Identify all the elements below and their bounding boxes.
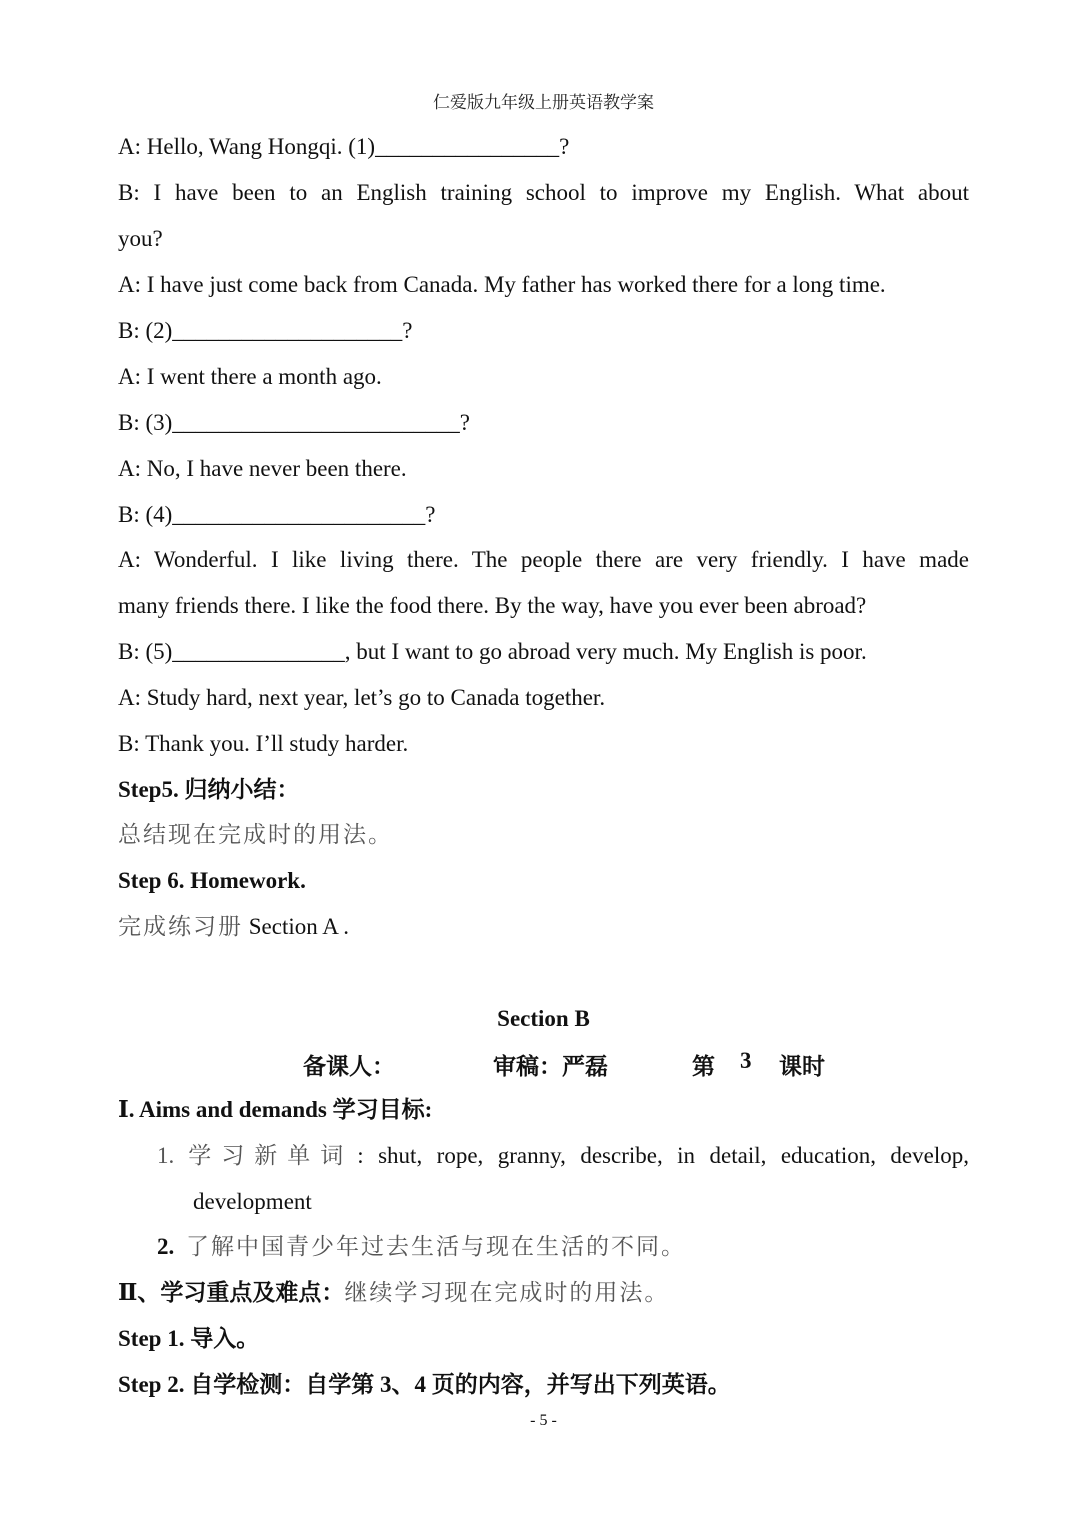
lesson-unit: 课时 xyxy=(779,1054,825,1079)
aims-heading-cn: 学习目标: xyxy=(332,1097,433,1122)
aims-item-2 xyxy=(157,1232,969,1262)
dialogue-line: B: (4)______________________? xyxy=(118,502,436,527)
preparer-label: 备课人： xyxy=(303,1054,395,1079)
aims-heading xyxy=(118,1095,969,1125)
step2-label: Step 2. xyxy=(118,1372,185,1397)
lesson-di: 第 xyxy=(692,1054,715,1079)
step6-heading: Step 6. Homework. xyxy=(118,868,306,893)
dialogue-line: A: Study hard, next year, let’s go to Canada together. xyxy=(118,685,606,710)
keypoints-heading: Ⅱ、学习重点及难点： xyxy=(118,1280,345,1305)
dialogue-line: B: (2)____________________? xyxy=(118,318,413,343)
aims-heading-en: Aims and demands xyxy=(139,1097,327,1122)
step6-text-cn: 完成练习册 xyxy=(118,914,243,939)
page-header: 仁爱版九年级上册英语教学案 xyxy=(433,93,654,112)
dialogue-line: A: Wonderful. I like living there. The people there are very friendly. I have made xyxy=(118,547,969,572)
step1-label: Step 1. xyxy=(118,1326,185,1351)
aims-item-1-label: 学习新单词 xyxy=(188,1143,354,1168)
dialogue-line: B: (3)_________________________? xyxy=(118,410,471,435)
dialogue-line: B: (5)_______________, but I want to go abroad very much. My English is poor. xyxy=(118,639,867,664)
dialogue-line: B: Thank you. I’ll study harder. xyxy=(118,731,409,756)
keypoints-line xyxy=(118,1278,969,1308)
dialogue-line: B: I have been to an English training school to improve my English. What about xyxy=(118,180,969,205)
dialogue-line: you? xyxy=(118,226,163,251)
step2-line xyxy=(118,1370,969,1400)
step5-title: 归纳小结： xyxy=(184,777,300,802)
aims-item-2-num: 2. xyxy=(157,1234,175,1259)
aims-item-1-words: : shut, rope, granny, describe, in detail, education, develop, xyxy=(357,1143,969,1168)
step1-line xyxy=(118,1324,969,1354)
step6-text xyxy=(118,912,969,942)
reviewer-label: 审稿：严磊 xyxy=(493,1054,608,1079)
lesson-number: 3 xyxy=(740,1048,752,1073)
step5-text: 总结现在完成时的用法。 xyxy=(118,822,393,847)
step5-heading xyxy=(118,775,969,805)
dialogue-line: A: I have just come back from Canada. My father has worked there for a long time. xyxy=(118,272,886,297)
step1-text: 导入。 xyxy=(190,1326,260,1351)
aims-item-1-continued: development xyxy=(193,1189,312,1214)
dialogue-line: A: No, I have never been there. xyxy=(118,456,407,481)
aims-item-1 xyxy=(157,1141,969,1171)
dialogue-line: many friends there. I like the food there. By the way, have you ever been abroad? xyxy=(118,593,867,618)
aims-item-1-num: 1. xyxy=(157,1143,175,1168)
dialogue-line: A: I went there a month ago. xyxy=(118,364,382,389)
dialogue-line: A: Hello, Wang Hongqi. (1)________________? xyxy=(118,134,570,159)
step6-text-en: Section A . xyxy=(248,914,350,939)
aims-item-2-text: 了解中国青少年过去生活与现在生活的不同。 xyxy=(186,1234,686,1259)
keypoints-text: 继续学习现在完成时的用法。 xyxy=(344,1280,670,1305)
step2-text: 自学检测：自学第 3、4 页的内容，并写出下列英语。 xyxy=(190,1372,731,1397)
step5-label: Step5. xyxy=(118,777,179,802)
section-b-title: Section B xyxy=(497,1006,590,1031)
aims-roman: Ⅰ. xyxy=(118,1097,135,1122)
page-number: - 5 - xyxy=(530,1412,557,1429)
